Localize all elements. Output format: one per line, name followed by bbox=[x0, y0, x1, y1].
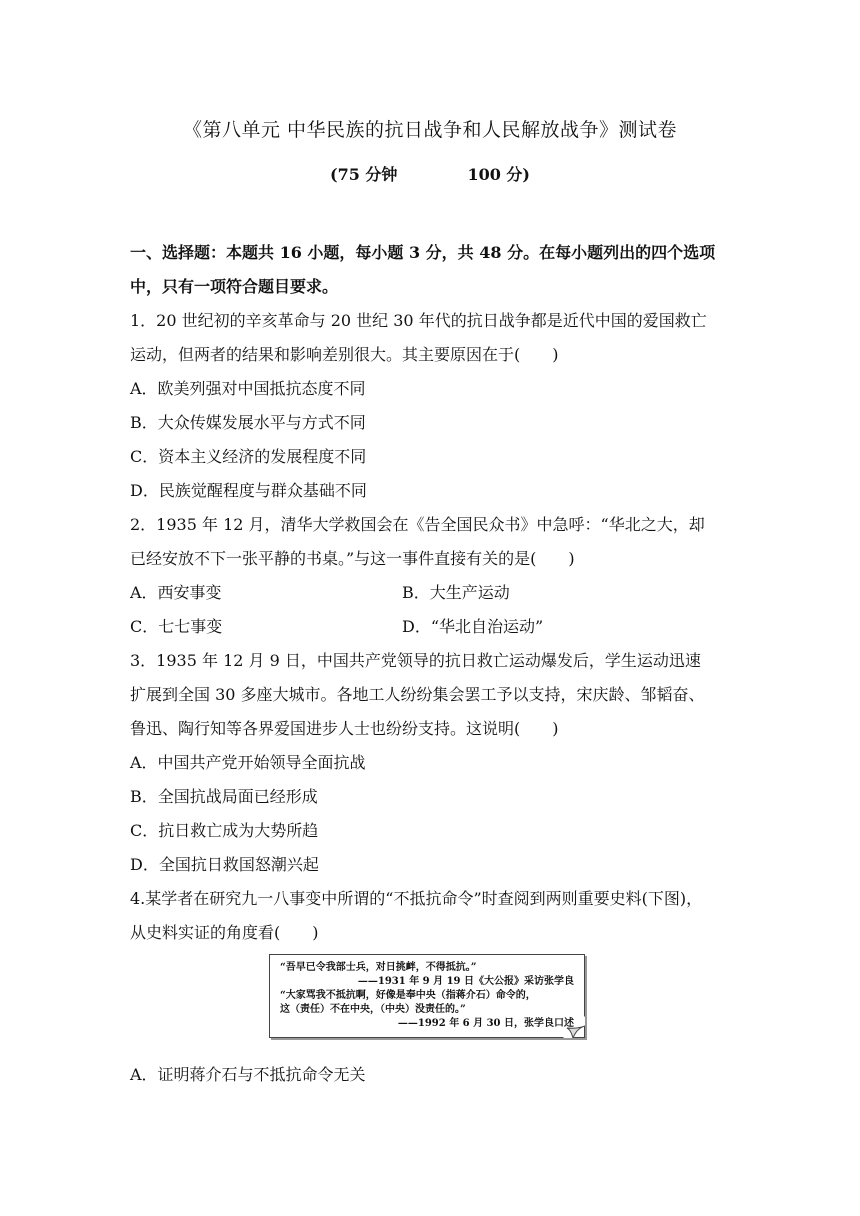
question-3-option-c: C．抗日救亡成为大势所趋 bbox=[130, 821, 319, 840]
question-2-stem-line1: 2．1935 年 12 月，清华大学救国会在《告全国民众书》中急呼：“华北之大，却 bbox=[130, 515, 705, 534]
source-2-quote-line2: 这（责任）不在中央，（中央）没责任的。” bbox=[280, 1004, 466, 1015]
exam-body bbox=[130, 238, 735, 952]
question-2-option-c: C．七七事变 bbox=[130, 617, 223, 636]
question-1 bbox=[130, 306, 735, 510]
question-3-option-b: B．全国抗战局面已经形成 bbox=[130, 787, 318, 806]
question-3 bbox=[130, 646, 735, 884]
section-instructions-line2: 中，只有一项符合题目要求。 bbox=[130, 277, 339, 296]
historical-sources-figure bbox=[269, 954, 589, 1039]
question-2-options-row1 bbox=[130, 578, 735, 612]
question-4-option-a: A．证明蒋介石与不抵抗命令无关 bbox=[130, 1065, 366, 1084]
question-4-stem-line2: 从史料实证的角度看( ) bbox=[130, 923, 319, 942]
page-curl-icon bbox=[563, 1016, 585, 1038]
question-1-option-a: A．欧美列强对中国抵抗态度不同 bbox=[130, 379, 366, 398]
question-1-stem-line2: 运动，但两者的结果和影响差别很大。其主要原因在于( ) bbox=[130, 345, 559, 364]
source-1-attribution: ——1931 年 9 月 19 日《大公报》采访张学良 bbox=[357, 976, 574, 987]
exam-time: (75 分钟 bbox=[330, 165, 398, 184]
section-instructions-line1: 一、选择题：本题共 16 小题，每小题 3 分，共 48 分。在每小题列出的四个选项 bbox=[130, 243, 716, 262]
question-1-option-d: D．民族觉醒程度与群众基础不同 bbox=[130, 481, 367, 500]
exam-subtitle bbox=[0, 162, 860, 185]
question-3-stem-line2: 扩展到全国 30 多座大城市。各地工人纷纷集会罢工予以支持，宋庆龄、邹韬奋、 bbox=[130, 685, 705, 704]
question-2-option-d: D．“华北自治运动” bbox=[402, 617, 544, 636]
question-2 bbox=[130, 510, 735, 646]
exam-title: 《第八单元 中华民族的抗日战争和人民解放战争》测试卷 bbox=[182, 119, 678, 141]
question-4 bbox=[130, 884, 735, 952]
question-2-options-row2 bbox=[130, 612, 735, 646]
source-2-attribution: ——1992 年 6 月 30 日，张学良口述 bbox=[397, 1018, 574, 1029]
question-3-option-d: D．全国抗日救国怒潮兴起 bbox=[130, 855, 319, 874]
question-3-stem-line1: 3．1935 年 12 月 9 日，中国共产党领导的抗日救亡运动爆发后，学生运动迅速 bbox=[130, 651, 701, 670]
exam-score: 100 分) bbox=[467, 165, 530, 184]
sources-note-card bbox=[269, 954, 585, 1038]
question-1-option-c: C．资本主义经济的发展程度不同 bbox=[130, 447, 367, 466]
question-3-option-a: A．中国共产党开始领导全面抗战 bbox=[130, 753, 366, 772]
question-2-option-b: B．大生产运动 bbox=[402, 583, 510, 602]
source-1-quote: “吾早已令我部士兵，对日挑衅，不得抵抗。” bbox=[280, 962, 477, 973]
question-1-stem-line1: 1．20 世纪初的辛亥革命与 20 世纪 30 年代的抗日战争都是近代中国的爱国救亡 bbox=[130, 311, 707, 330]
question-2-option-a: A．西安事变 bbox=[130, 583, 222, 602]
question-1-option-b: B．大众传媒发展水平与方式不同 bbox=[130, 413, 366, 432]
question-2-stem-line2: 已经安放不下一张平静的书桌。”与这一事件直接有关的是( ) bbox=[130, 549, 575, 568]
question-4-stem-line1: 4.某学者在研究九一八事变中所谓的“不抵抗命令”时查阅到两则重要史料(下图)， bbox=[130, 889, 703, 908]
source-2-quote-line1: “大家骂我不抵抗啊，好像是奉中央（指蒋介石）命令的， bbox=[280, 990, 536, 1001]
question-3-stem-line3: 鲁迅、陶行知等各界爱国进步人士也纷纷支持。这说明( ) bbox=[130, 719, 559, 738]
